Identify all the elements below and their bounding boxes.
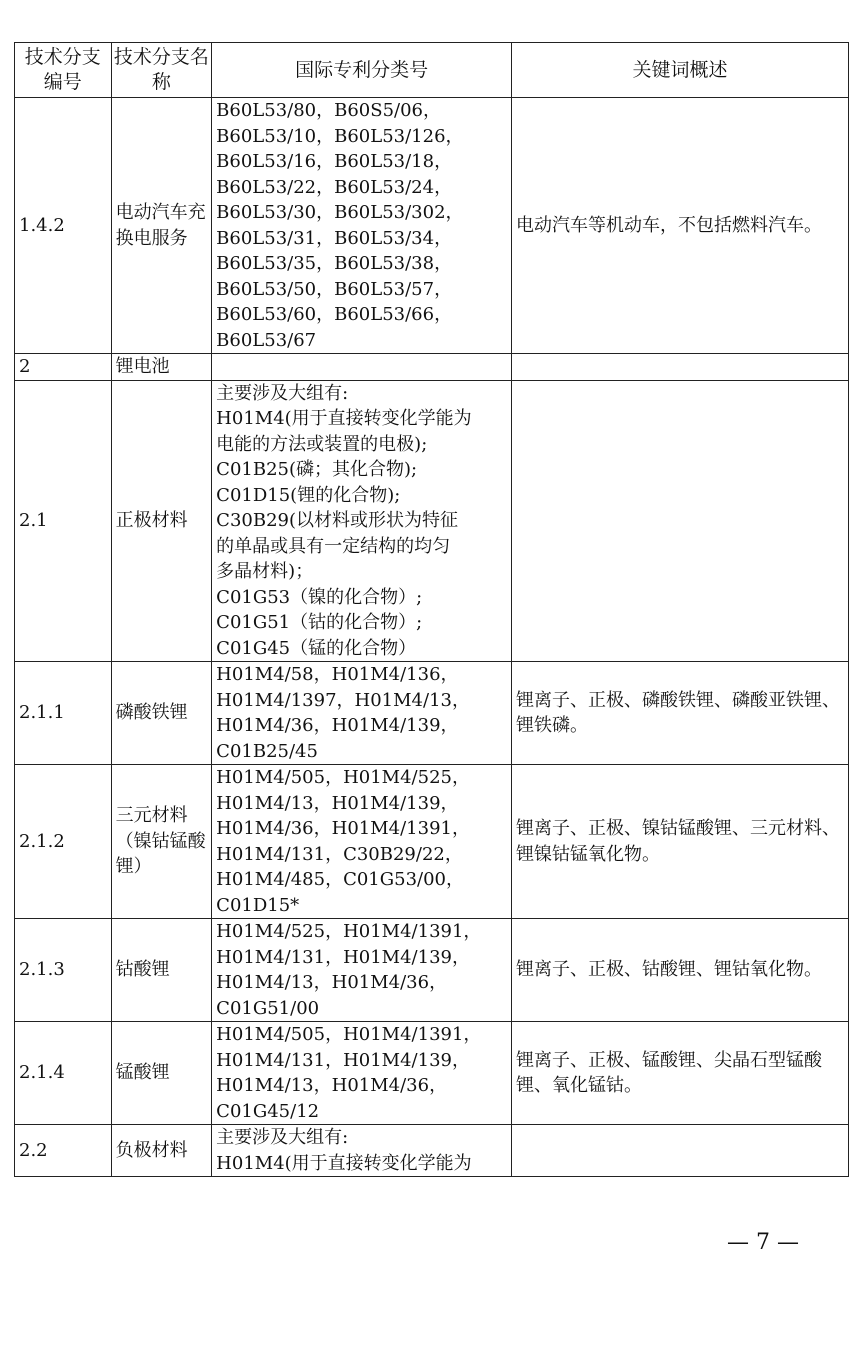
- keywords-cell: [511, 1125, 848, 1177]
- ipc-code-line: C01D15(锂的化合物);: [216, 484, 401, 506]
- branch-id-cell: 2.2: [15, 1125, 112, 1177]
- branch-id-cell: 2.1.2: [15, 765, 112, 919]
- ipc-code-line: H01M4(用于直接转变化学能为: [216, 1152, 472, 1174]
- ipc-codes-cell: [212, 1022, 512, 1125]
- table-row: [15, 662, 849, 765]
- ipc-code-line: H01M4/1397，H01M4/13，: [216, 689, 470, 711]
- ipc-code-line: H01M4/36，H01M4/1391，: [216, 818, 470, 839]
- table-header-row: [15, 43, 849, 98]
- keywords-cell: 锂离子、正极、钴酸锂、锂钴氧化物。: [511, 919, 848, 1022]
- ipc-code-line: B60L53/35，B60L53/38，: [216, 253, 453, 274]
- header-branch-id: 技术分支编号: [15, 43, 112, 98]
- ipc-code-line: C01G51/00: [216, 997, 320, 1019]
- ipc-codes-cell: [212, 765, 512, 919]
- ipc-codes-cell: [212, 354, 512, 381]
- keywords-cell: [511, 380, 848, 662]
- branch-name-cell: 电动汽车充换电服务: [111, 98, 212, 354]
- ipc-code-line: H01M4/131，H01M4/139，: [216, 946, 470, 968]
- keywords-cell: 锂离子、正极、磷酸铁锂、磷酸亚铁锂、锂铁磷。: [511, 662, 848, 765]
- table-row: [15, 1125, 849, 1177]
- branch-id-cell: 2.1.1: [15, 662, 112, 765]
- keywords-cell: 锂离子、正极、锰酸锂、尖晶石型锰酸锂、氧化锰钴。: [511, 1022, 848, 1125]
- ipc-code-line: B60L53/16，B60L53/18，: [216, 151, 453, 172]
- ipc-code-line: B60L53/50，B60L53/57，: [216, 278, 453, 300]
- ipc-code-line: C01G53（镍的化合物）;: [216, 586, 423, 608]
- branch-name-cell: 磷酸铁锂: [111, 662, 212, 765]
- header-keywords: 关键词概述: [511, 43, 848, 98]
- branch-name-cell: 负极材料: [111, 1125, 212, 1177]
- header-ipc-codes: 国际专利分类号: [212, 43, 512, 98]
- page-number: — 7 —: [727, 1230, 799, 1255]
- ipc-code-line: H01M4(用于直接转变化学能为: [216, 408, 472, 429]
- ipc-codes-cell: [212, 98, 512, 354]
- ipc-code-line: H01M4/13，H01M4/36，: [216, 972, 448, 993]
- branch-id-cell: 2.1: [15, 380, 112, 662]
- ipc-code-line: 电能的方法或装置的电极);: [216, 433, 428, 455]
- ipc-code-line: H01M4/505，H01M4/525，: [216, 767, 470, 788]
- branch-id-cell: 2.1.4: [15, 1022, 112, 1125]
- ipc-code-line: B60L53/30，B60L53/302，: [216, 202, 464, 223]
- table-row: [15, 1022, 849, 1125]
- ipc-codes-cell: [212, 1125, 512, 1177]
- ipc-code-line: C01G45/12: [216, 1100, 320, 1122]
- ipc-code-line: 主要涉及大组有:: [216, 1127, 349, 1148]
- ipc-code-line: C01G45（锰的化合物）: [216, 637, 417, 659]
- ipc-classification-table: [14, 42, 849, 1177]
- ipc-code-line: 的单晶或具有一定结构的均匀: [216, 535, 451, 557]
- ipc-code-line: H01M4/58，H01M4/136，: [216, 664, 459, 685]
- ipc-code-line: H01M4/36，H01M4/139，: [216, 715, 459, 736]
- header-branch-name: 技术分支名称: [111, 43, 212, 98]
- ipc-code-line: B60L53/22，B60L53/24，: [216, 176, 453, 198]
- ipc-code-line: H01M4/525，H01M4/1391，: [216, 921, 482, 942]
- ipc-code-line: C30B29(以材料或形状为特征: [216, 510, 459, 531]
- ipc-codes-cell: [212, 919, 512, 1022]
- keywords-cell: [511, 354, 848, 381]
- ipc-code-line: C01D15*: [216, 894, 300, 916]
- keywords-cell: 锂离子、正极、镍钴锰酸锂、三元材料、锂镍钴锰氧化物。: [511, 765, 848, 919]
- ipc-code-line: H01M4/505，H01M4/1391，: [216, 1024, 482, 1045]
- table-row: [15, 354, 849, 381]
- ipc-code-line: H01M4/13，H01M4/139，: [216, 792, 459, 814]
- table-row: [15, 98, 849, 354]
- ipc-codes-cell: [212, 662, 512, 765]
- ipc-code-line: B60L53/80，B60S5/06，: [216, 100, 442, 121]
- ipc-codes-cell: [212, 380, 512, 662]
- ipc-code-line: C01G51（钴的化合物）;: [216, 612, 423, 633]
- branch-id-cell: 2.1.3: [15, 919, 112, 1022]
- branch-name-cell: 锂电池: [111, 354, 212, 381]
- ipc-code-line: B60L53/31，B60L53/34，: [216, 227, 453, 249]
- table-body: [15, 98, 849, 1177]
- ipc-code-line: B60L53/60，B60L53/66，: [216, 304, 453, 325]
- table-row: [15, 380, 849, 662]
- branch-id-cell: 2: [15, 354, 112, 381]
- branch-name-cell: 三元材料（镍钴锰酸锂）: [111, 765, 212, 919]
- ipc-code-line: B60L53/10，B60L53/126，: [216, 125, 464, 147]
- ipc-code-line: H01M4/131，C30B29/22，: [216, 843, 463, 865]
- ipc-code-line: B60L53/67: [216, 329, 317, 351]
- ipc-code-line: H01M4/131，H01M4/139，: [216, 1049, 470, 1071]
- table-row: [15, 919, 849, 1022]
- ipc-code-line: C01B25(磷；其化合物);: [216, 459, 418, 480]
- branch-name-cell: 钴酸锂: [111, 919, 212, 1022]
- table-row: [15, 765, 849, 919]
- ipc-code-line: 多晶材料)；: [216, 561, 314, 582]
- ipc-code-line: C01B25/45: [216, 740, 318, 762]
- ipc-code-line: H01M4/13，H01M4/36，: [216, 1075, 448, 1096]
- keywords-cell: 电动汽车等机动车，不包括燃料汽车。: [511, 98, 848, 354]
- branch-name-cell: 正极材料: [111, 380, 212, 662]
- branch-name-cell: 锰酸锂: [111, 1022, 212, 1125]
- branch-id-cell: 1.4.2: [15, 98, 112, 354]
- ipc-code-line: H01M4/485，C01G53/00，: [216, 869, 465, 890]
- ipc-code-line: 主要涉及大组有:: [216, 382, 349, 404]
